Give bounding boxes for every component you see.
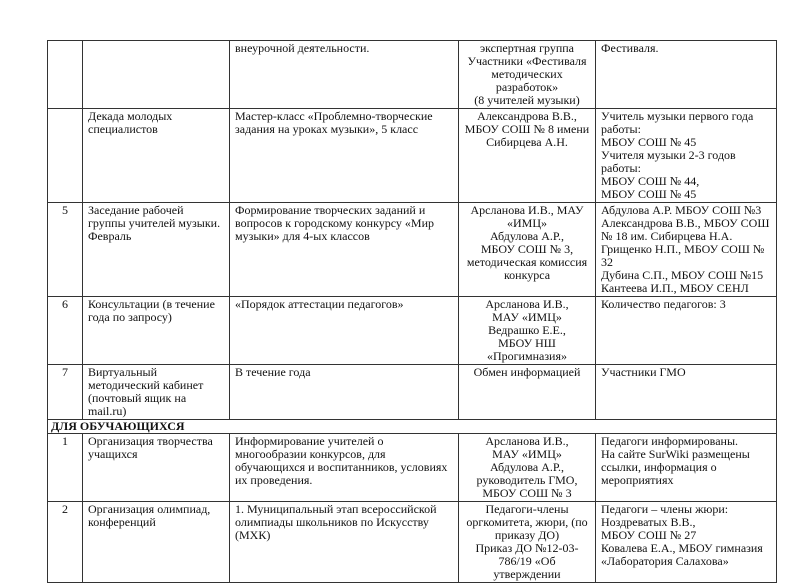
responsible-cell <box>459 203 596 297</box>
content-cell: «Порядок аттестации педагогов» <box>230 297 459 365</box>
content-cell: Информирование учителей о многообразии конкурсов, для обучающихся и воспитанников, условиях их проведения. <box>230 434 459 502</box>
content-cell: Мастер-класс «Проблемно-творческие задания на уроках музыки», 5 класс <box>230 109 459 203</box>
row-number: 7 <box>48 365 83 420</box>
responsible-line: экспертная группа <box>479 41 575 55</box>
section-header-row <box>48 420 777 434</box>
responsible-line: методическая комиссия <box>466 255 588 269</box>
responsible-line: Участники «Фестиваля <box>467 54 587 68</box>
responsible-line: руководитель ГМО, <box>476 473 578 487</box>
result-line: МБОУ СОШ № 45 <box>601 187 697 201</box>
content-cell: внеурочной деятельности. <box>230 41 459 109</box>
responsible-line: разработок» <box>495 80 559 94</box>
responsible-line: Обмен информацией <box>473 365 581 379</box>
responsible-cell <box>459 365 596 420</box>
responsible-line: Приказ ДО №12-03- <box>475 541 579 555</box>
result-line: Кантеева И.П., МБОУ СЕНЛ <box>601 281 749 295</box>
result-cell <box>596 41 777 109</box>
table-row <box>48 297 777 365</box>
event-cell <box>83 41 230 109</box>
result-line: Фестиваля. <box>601 41 659 55</box>
result-line: Ноздреватых В.В., <box>601 515 696 529</box>
responsible-line: Абдулова А.Р., <box>489 460 565 474</box>
row-number: 6 <box>48 297 83 365</box>
result-cell <box>596 434 777 502</box>
table-row <box>48 502 777 583</box>
result-line: Александрова В.В., МБОУ СОШ № 18 им. Сибирцева Н.А. <box>601 216 770 243</box>
row-number: 1 <box>48 434 83 502</box>
responsible-line: Ведрашко Е.Е., <box>488 323 566 337</box>
result-cell <box>596 502 777 583</box>
result-line: Учитель музыки первого года работы: <box>601 109 754 136</box>
responsible-line: конкурса <box>503 268 551 282</box>
result-line: Дубина С.П., МБОУ СОШ №15 <box>601 268 764 282</box>
result-cell <box>596 365 777 420</box>
table-row <box>48 41 777 109</box>
row-number: 5 <box>48 203 83 297</box>
event-cell: Организация творчества учащихся <box>83 434 230 502</box>
responsible-line: Педагоги-члены <box>485 502 569 516</box>
responsible-line: «ИМЦ» <box>506 216 547 230</box>
responsible-cell <box>459 502 596 583</box>
result-line: Грищенко Н.П., МБОУ СОШ № 32 <box>601 242 765 269</box>
table-row <box>48 203 777 297</box>
responsible-line: Арсланова И.В., <box>485 297 569 311</box>
responsible-line: «Прогимназия» <box>486 349 568 363</box>
row-number <box>48 109 83 203</box>
responsible-line: МБОУ СОШ № 8 имени <box>464 122 590 136</box>
result-cell <box>596 109 777 203</box>
row-number: 2 <box>48 502 83 583</box>
responsible-line: МАУ «ИМЦ» <box>492 447 562 461</box>
responsible-line: Арсланова И.В., МАУ <box>470 203 584 217</box>
responsible-line: Сибирцева А.Н. <box>486 135 568 149</box>
result-line: Абдулова А.Р. МБОУ СОШ №3 <box>601 203 762 217</box>
content-cell: Формирование творческих заданий и вопросов к городскому конкурсу «Мир музыки» для 4-ых классов <box>230 203 459 297</box>
responsible-line: МБОУ НШ <box>498 336 556 350</box>
result-line: На сайте SurWiki размещены ссылки, информация о мероприятиях <box>601 447 750 487</box>
result-line: Количество педагогов: 3 <box>601 297 726 311</box>
row-number <box>48 41 83 109</box>
result-line: Педагоги – члены жюри: <box>601 502 729 516</box>
result-line: Педагоги информированы. <box>601 434 739 448</box>
responsible-line: Арсланова И.В., <box>485 434 569 448</box>
event-cell: Виртуальный методический кабинет (почтовый ящик на mail.ru) <box>83 365 230 420</box>
table-row <box>48 434 777 502</box>
responsible-line: Абдулова А.Р., <box>489 229 565 243</box>
event-cell: Декада молодых специалистов <box>83 109 230 203</box>
result-cell <box>596 297 777 365</box>
content-cell: В течение года <box>230 365 459 420</box>
result-line: Участники ГМО <box>601 365 686 379</box>
section-title: ДЛЯ ОБУЧАЮЩИХСЯ <box>48 420 777 434</box>
responsible-line: оргкомитета, жюри, (по <box>466 515 588 529</box>
responsible-cell <box>459 109 596 203</box>
event-cell: Консультации (в течение года по запросу) <box>83 297 230 365</box>
result-line: МБОУ СОШ № 44, <box>601 174 700 188</box>
responsible-line: МБОУ СОШ № 3 <box>482 486 572 500</box>
responsible-line: МБОУ СОШ № 3, <box>480 242 574 256</box>
table-row <box>48 365 777 420</box>
plan-table <box>47 40 777 583</box>
responsible-line: приказу ДО) <box>494 528 560 542</box>
event-cell: Заседание рабочей группы учителей музыки. Февраль <box>83 203 230 297</box>
responsible-line: 786/19 «Об утверждении <box>493 554 561 581</box>
result-line: МБОУ СОШ № 27 <box>601 528 697 542</box>
responsible-cell <box>459 297 596 365</box>
responsible-line: (8 учителей музыки) <box>474 93 580 107</box>
event-cell: Организация олимпиад, конференций <box>83 502 230 583</box>
result-line: Ковалева Е.А., МБОУ гимназия «Лаборатория Салахова» <box>601 541 763 568</box>
responsible-line: Александрова В.В., <box>477 109 577 123</box>
result-line: МБОУ СОШ № 45 <box>601 135 697 149</box>
responsible-line: МАУ «ИМЦ» <box>492 310 562 324</box>
responsible-line: методических <box>491 67 563 81</box>
result-line: Учителя музыки 2-3 годов работы: <box>601 148 736 175</box>
responsible-cell <box>459 41 596 109</box>
table-row <box>48 109 777 203</box>
content-cell: 1. Муниципальный этап всероссийской олимпиады школьников по Искусству (МХК) <box>230 502 459 583</box>
result-cell <box>596 203 777 297</box>
responsible-cell <box>459 434 596 502</box>
